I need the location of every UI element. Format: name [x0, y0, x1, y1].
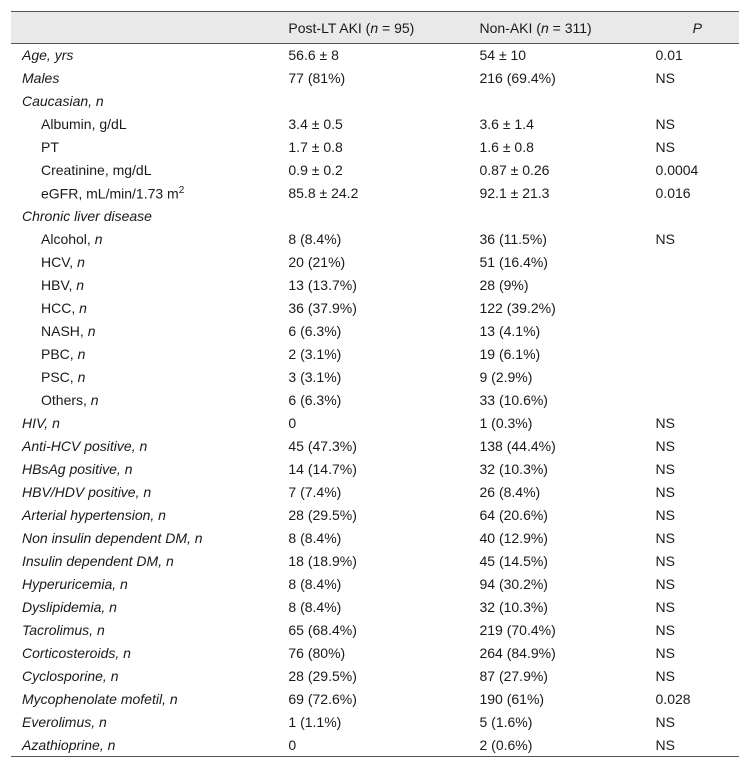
- table-row: [11, 458, 739, 481]
- row-p-value: [656, 366, 739, 389]
- row-non-aki-value: 32 (10.3%): [479, 461, 548, 477]
- table-row: [11, 182, 739, 205]
- row-label: HBV, n: [41, 277, 85, 293]
- row-non-aki-value: 264 (84.9%): [479, 645, 556, 661]
- row-aki-value: [288, 90, 479, 113]
- row-non-aki-value: 5 (1.6%): [479, 714, 533, 730]
- row-non-aki-value: 45 (14.5%): [479, 553, 548, 569]
- row-label: HCC, n: [41, 300, 87, 316]
- table-row: [11, 90, 739, 113]
- row-label: NASH, n: [41, 323, 96, 339]
- table-row: [11, 297, 739, 320]
- row-aki-value: 0: [288, 736, 297, 753]
- table-row: [11, 504, 739, 527]
- row-non-aki-value: 138 (44.4%): [479, 438, 556, 454]
- row-label: PSC, n: [41, 369, 86, 385]
- row-label: HCV, n: [41, 254, 85, 270]
- row-p-value: NS: [655, 645, 675, 661]
- table-row: [11, 274, 739, 297]
- table-row: [11, 366, 739, 389]
- table-row: [11, 596, 739, 619]
- table-row: [11, 734, 739, 757]
- row-p-value: NS: [655, 553, 675, 569]
- row-aki-value: 36 (37.9%): [288, 300, 357, 316]
- patient-characteristics-table: [11, 11, 739, 757]
- table-row: [11, 688, 739, 711]
- table-row: [11, 573, 739, 596]
- row-label: Non insulin dependent DM, n: [22, 530, 203, 546]
- row-p-value: NS: [655, 116, 675, 132]
- row-p-value: [656, 343, 739, 366]
- table-row: [11, 619, 739, 642]
- row-p-value: NS: [655, 415, 675, 431]
- row-label: PT: [41, 139, 59, 155]
- table-row: [11, 412, 739, 435]
- row-label: Others, n: [41, 392, 99, 408]
- row-non-aki-value: 13 (4.1%): [479, 323, 541, 339]
- row-p-value: [656, 274, 739, 297]
- table-row: [11, 320, 739, 343]
- row-aki-value: 8 (8.4%): [288, 530, 342, 546]
- table-row: [11, 481, 739, 504]
- row-label: Arterial hypertension, n: [22, 507, 166, 523]
- row-aki-value: 13 (13.7%): [288, 277, 357, 293]
- row-label: Tacrolimus, n: [22, 622, 105, 638]
- data-table-container: [11, 11, 739, 757]
- row-label: Corticosteroids, n: [22, 645, 131, 661]
- row-label: Albumin, g/dL: [41, 116, 127, 132]
- row-label: HBsAg positive, n: [22, 461, 133, 477]
- row-aki-value: 2 (3.1%): [288, 346, 342, 362]
- row-non-aki-value: 1 (0.3%): [479, 415, 533, 431]
- row-p-value: 0.0004: [655, 162, 699, 178]
- table-row: [11, 389, 739, 412]
- table-row: [11, 711, 739, 734]
- row-aki-value: 8 (8.4%): [288, 576, 342, 592]
- row-p-value: NS: [655, 622, 675, 638]
- table-row: [11, 435, 739, 458]
- row-label: Insulin dependent DM, n: [22, 553, 174, 569]
- row-p-value: NS: [655, 576, 675, 592]
- row-p-value: NS: [655, 438, 675, 454]
- row-non-aki-value: [479, 90, 655, 113]
- row-p-value: NS: [655, 599, 675, 615]
- row-aki-value: 76 (80%): [288, 645, 346, 661]
- row-p-value: [656, 320, 739, 343]
- row-label: Azathioprine, n: [22, 736, 116, 753]
- table-row: [11, 136, 739, 159]
- row-label: PBC, n: [41, 346, 86, 362]
- row-aki-value: [288, 205, 479, 228]
- row-p-value: NS: [655, 484, 675, 500]
- table-row: [11, 251, 739, 274]
- row-label: Cyclosporine, n: [22, 668, 119, 684]
- row-aki-value: 65 (68.4%): [288, 622, 357, 638]
- row-non-aki-value: 64 (20.6%): [479, 507, 548, 523]
- row-non-aki-value: [479, 205, 655, 228]
- row-aki-value: 3 (3.1%): [288, 369, 342, 385]
- table-row: [11, 642, 739, 665]
- row-p-value: [656, 90, 739, 113]
- row-aki-value: 28 (29.5%): [288, 668, 357, 684]
- table-row: [11, 67, 739, 90]
- row-p-value: 0.01: [655, 47, 683, 64]
- row-p-value: NS: [655, 507, 675, 523]
- row-aki-value: 7 (7.4%): [288, 484, 342, 500]
- row-label: Alcohol, n: [41, 231, 103, 247]
- row-aki-value: 69 (72.6%): [288, 691, 357, 707]
- row-non-aki-value: 2 (0.6%): [479, 736, 533, 753]
- row-non-aki-value: 92.1 ± 21.3: [479, 185, 550, 201]
- row-label: Males: [22, 70, 60, 86]
- header-non-aki-column: Non-AKI (n = 311): [479, 19, 592, 36]
- row-non-aki-value: 219 (70.4%): [479, 622, 556, 638]
- row-aki-value: 20 (21%): [288, 254, 346, 270]
- row-aki-value: 18 (18.9%): [288, 553, 357, 569]
- table-row: [11, 228, 739, 251]
- row-p-value: [656, 251, 739, 274]
- row-non-aki-value: 216 (69.4%): [479, 70, 556, 86]
- row-p-value: NS: [655, 461, 675, 477]
- row-non-aki-value: 0.87 ± 0.26: [479, 162, 550, 178]
- row-label: HIV, n: [22, 415, 60, 431]
- row-aki-value: 56.6 ± 8: [288, 47, 339, 64]
- row-p-value: NS: [655, 70, 675, 86]
- header-label-column: [11, 12, 288, 44]
- row-non-aki-value: 28 (9%): [479, 277, 529, 293]
- row-non-aki-value: 87 (27.9%): [479, 668, 548, 684]
- row-aki-value: 0.9 ± 0.2: [288, 162, 343, 178]
- row-aki-value: 45 (47.3%): [288, 438, 357, 454]
- row-non-aki-value: 32 (10.3%): [479, 599, 548, 615]
- table-row: [11, 205, 739, 228]
- table-row: [11, 343, 739, 366]
- row-aki-value: 6 (6.3%): [288, 392, 342, 408]
- row-aki-value: 0: [288, 415, 297, 431]
- row-p-value: NS: [655, 714, 675, 730]
- row-p-value: [656, 205, 739, 228]
- row-p-value: NS: [655, 231, 675, 247]
- row-aki-value: 8 (8.4%): [288, 599, 342, 615]
- row-label: eGFR, mL/min/1.73 $m^2$: [41, 184, 185, 202]
- row-non-aki-value: 3.6 ± 1.4: [479, 116, 534, 132]
- row-aki-value: 77 (81%): [288, 70, 346, 86]
- row-label: Dyslipidemia, n: [22, 599, 117, 615]
- row-non-aki-value: 36 (11.5%): [479, 231, 547, 247]
- row-label: HBV/HDV positive, n: [22, 484, 152, 500]
- row-non-aki-value: 33 (10.6%): [479, 392, 548, 408]
- table-row: [11, 550, 739, 573]
- row-p-value: 0.016: [655, 185, 691, 201]
- row-non-aki-value: 94 (30.2%): [479, 576, 548, 592]
- row-label: Age, yrs: [22, 47, 74, 64]
- row-label: Anti-HCV positive, n: [22, 438, 148, 454]
- row-aki-value: 85.8 ± 24.2: [288, 185, 359, 201]
- row-non-aki-value: 51 (16.4%): [479, 254, 548, 270]
- row-aki-value: 28 (29.5%): [288, 507, 357, 523]
- row-label: Caucasian, n: [22, 93, 104, 109]
- row-label: Hyperuricemia, n: [22, 576, 128, 592]
- row-non-aki-value: 1.6 ± 0.8: [479, 139, 534, 155]
- row-non-aki-value: 9 (2.9%): [479, 369, 533, 385]
- header-p-column: P: [692, 19, 702, 36]
- table-row: [11, 44, 739, 67]
- row-p-value: NS: [655, 139, 675, 155]
- table-row: [11, 159, 739, 182]
- row-non-aki-value: 19 (6.1%): [479, 346, 541, 362]
- table-header: [11, 12, 739, 44]
- row-p-value: NS: [655, 530, 675, 546]
- row-aki-value: 3.4 ± 0.5: [288, 116, 343, 132]
- row-p-value: NS: [655, 736, 675, 753]
- row-p-value: NS: [655, 668, 675, 684]
- row-aki-value: 1 (1.1%): [288, 714, 342, 730]
- row-aki-value: 1.7 ± 0.8: [288, 139, 343, 155]
- header-row: [11, 12, 739, 44]
- row-non-aki-value: 40 (12.9%): [479, 530, 548, 546]
- table-body: [11, 44, 739, 757]
- row-label: Creatinine, mg/dL: [41, 162, 152, 178]
- row-p-value: 0.028: [655, 691, 691, 707]
- row-p-value: [656, 389, 739, 412]
- row-aki-value: 8 (8.4%): [288, 231, 342, 247]
- row-p-value: [656, 297, 739, 320]
- row-non-aki-value: 26 (8.4%): [479, 484, 541, 500]
- table-row: [11, 665, 739, 688]
- row-non-aki-value: 190 (61%): [479, 691, 545, 707]
- row-non-aki-value: 122 (39.2%): [479, 300, 556, 316]
- row-label: Mycophenolate mofetil, n: [22, 691, 178, 707]
- row-aki-value: 14 (14.7%): [288, 461, 357, 477]
- row-label: Everolimus, n: [22, 714, 107, 730]
- row-label: Chronic liver disease: [22, 208, 152, 224]
- table-row: [11, 527, 739, 550]
- table-row: [11, 113, 739, 136]
- row-non-aki-value: 54 ± 10: [479, 47, 527, 64]
- row-aki-value: 6 (6.3%): [288, 323, 342, 339]
- header-aki-column: Post-LT AKI (n = 95): [288, 19, 415, 36]
